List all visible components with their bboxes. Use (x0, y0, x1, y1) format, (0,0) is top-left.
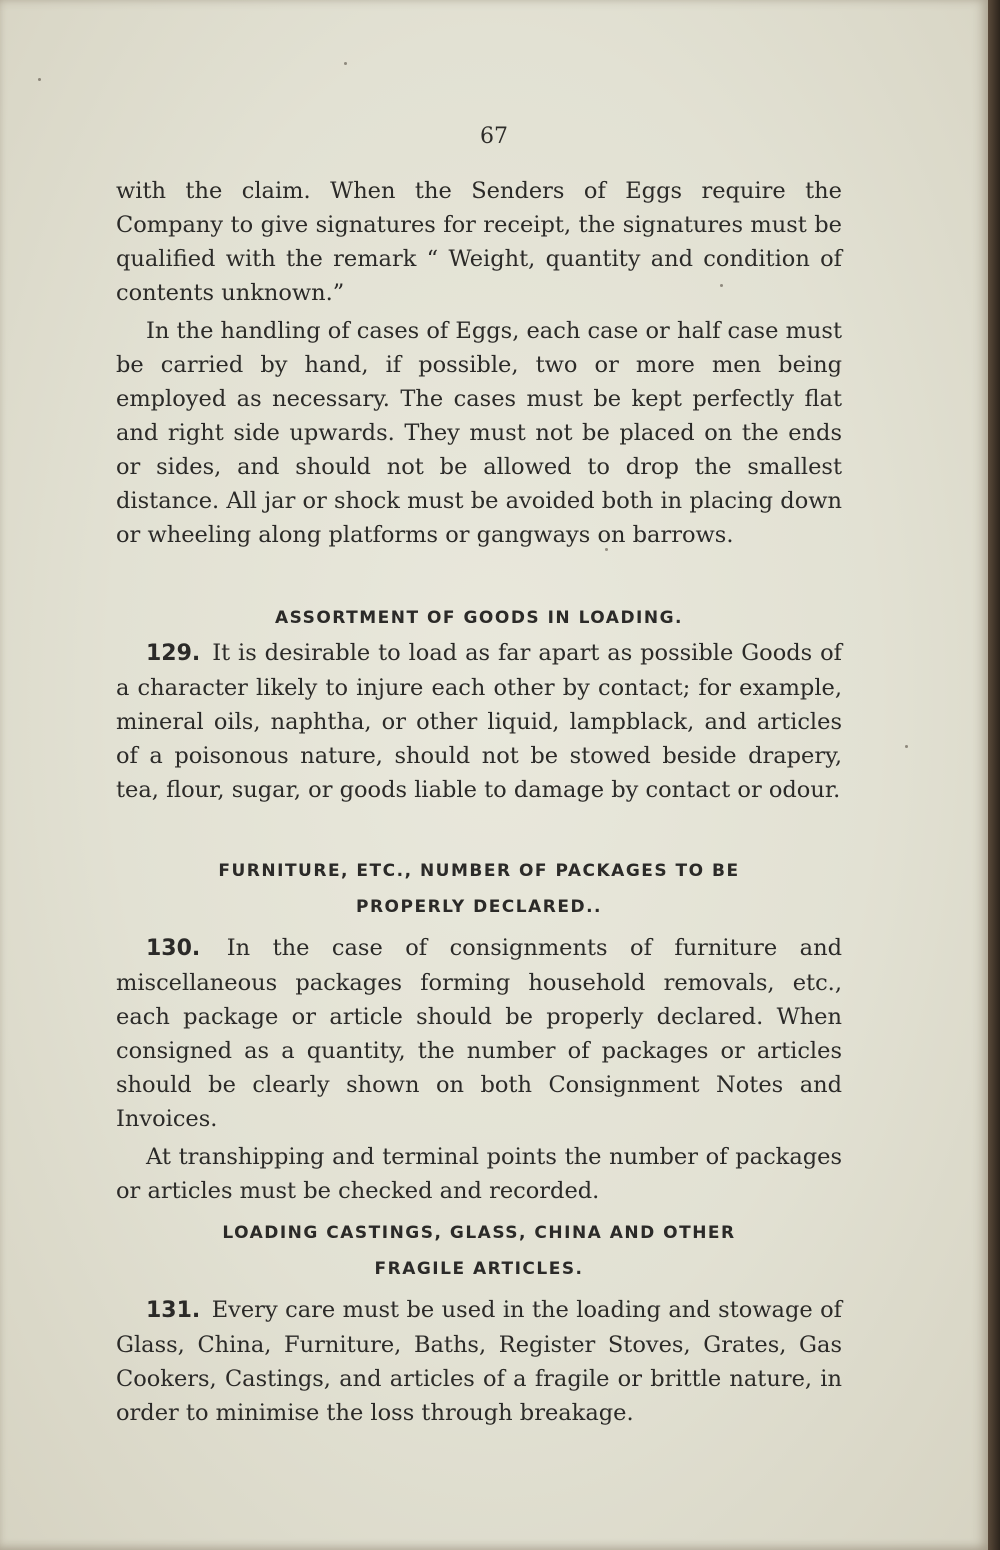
section-paragraph (116, 1293, 842, 1430)
section-text: It is desirable to load as far apart as possible Goods of a character likely to injure each other by contact; for example, mineral oils, naphtha, or other liquid, lampblack, and articles of a poisonous nature, should not be stowed beside drapery, tea, flour, sugar, or goods liable to damage by contact or odour. (116, 640, 842, 803)
section-text: Every care must be used in the loading and stowage of Glass, China, Furniture, Baths, Register Stoves, Grates, Gas Cookers, Castings, and articles of a fragile or brittle nature, in order to minimise the loss through breakage. (116, 1297, 842, 1426)
section-131 (116, 1215, 842, 1434)
section-129 (116, 600, 842, 811)
paper-speck (905, 745, 908, 748)
section-heading: LOADING CASTINGS, GLASS, CHINA AND OTHER (222, 1223, 736, 1243)
continuation-paragraph-1: with the claim. When the Senders of Eggs require the Company to give signatures for receipt, the signatures must be qualified with the remark “ Weight, quantity and condition of contents unknown.” (116, 178, 842, 306)
section-paragraph (116, 636, 842, 807)
section-heading: FURNITURE, ETC., NUMBER OF PACKAGES TO BE (218, 861, 740, 881)
section-number: 130. (146, 936, 201, 961)
section-extra-paragraph: At transhipping and terminal points the number of packages or articles must be checked and recorded. (116, 1144, 842, 1204)
paper-speck (38, 78, 41, 81)
section-heading-line-2: FRAGILE ARTICLES. (374, 1259, 584, 1279)
section-130 (116, 853, 842, 1212)
section-heading: ASSORTMENT OF GOODS IN LOADING. (274, 608, 684, 628)
paper-speck (344, 62, 347, 65)
section-number: 131. (146, 1298, 201, 1323)
book-spine-edge (988, 0, 1000, 1550)
section-number: 129. (146, 641, 201, 666)
section-text: In the case of consignments of furniture and miscellaneous packages forming household removals, etc., each package or article should be properly declared. When consigned as a quantity, the number of packages or articles should be clearly shown on both Consignment Notes and Invoices. (116, 935, 842, 1132)
continuation-block (116, 174, 842, 556)
page-number: 67 (480, 124, 508, 149)
section-heading-line-2: PROPERLY DECLARED.. (356, 897, 602, 917)
continuation-paragraph-2: In the handling of cases of Eggs, each case or half case must be carried by hand, if possible, two or more men being employed as necessary. The cases must be kept perfectly flat and right side upwards. They must not be placed on the ends or sides, and should not be allowed to drop the smallest distance. All jar or shock must be avoided both in placing down or wheeling along platforms or gangways on barrows. (116, 318, 842, 548)
section-paragraph (116, 931, 842, 1136)
